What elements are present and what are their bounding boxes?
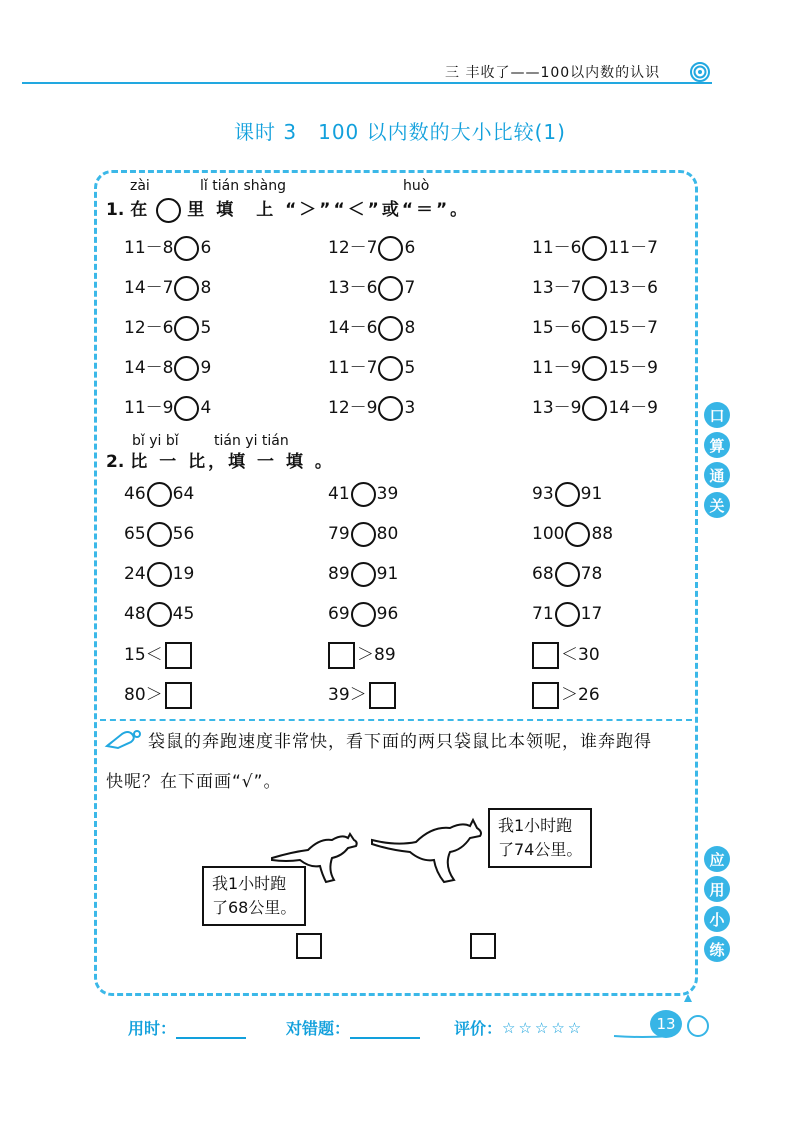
swirl-icon — [690, 62, 710, 82]
kangaroo-right-icon — [370, 816, 485, 886]
q1-right-expr: 8 — [404, 318, 416, 338]
q2-item — [124, 522, 194, 547]
answer-circle[interactable] — [174, 236, 199, 261]
q2-pinyin-a: bǐ yi bǐ — [132, 433, 179, 449]
q1-left-expr: 11－9 — [532, 358, 582, 378]
q1-number: 1. — [106, 200, 125, 220]
q1-item — [124, 396, 211, 421]
side-tab-bottom: 用 — [704, 876, 730, 902]
q1-item — [328, 316, 415, 341]
time-label: 用时： — [128, 1019, 177, 1038]
q2-right-number: 91 — [376, 564, 399, 584]
q2-left-number: 69 — [328, 604, 350, 624]
q1-item — [328, 396, 415, 421]
q1-right-expr: 15－9 — [608, 358, 658, 378]
q2-item — [328, 522, 398, 547]
q2-box-text: 80＞ — [124, 685, 163, 705]
q2-item — [532, 562, 602, 587]
q2-box-item — [124, 682, 192, 709]
q2-right-number: 17 — [580, 604, 603, 624]
q2-box-item — [532, 642, 600, 669]
errors-label: 对错题： — [286, 1019, 351, 1038]
q1-item — [124, 316, 211, 341]
q2-box-item — [328, 682, 396, 709]
q2-box-text: 15＜ — [124, 645, 163, 665]
side-tab-top: 通 — [704, 462, 730, 488]
q1-item — [532, 276, 658, 301]
page-number: 13 — [650, 1010, 682, 1038]
answer-box[interactable] — [165, 682, 192, 709]
q2-item — [124, 482, 194, 507]
answer-circle[interactable] — [582, 236, 607, 261]
answer-box[interactable] — [532, 682, 559, 709]
answer-circle[interactable] — [378, 316, 403, 341]
speech-bubble-right — [488, 808, 592, 868]
q1-instruction — [106, 198, 470, 223]
q1-right-expr: 3 — [404, 398, 416, 418]
q2-left-number: 100 — [532, 524, 565, 544]
q2-item — [532, 522, 613, 547]
q2-left-number: 46 — [124, 484, 146, 504]
q2-left-number: 65 — [124, 524, 146, 544]
pencil-icon — [104, 728, 144, 750]
q2-item — [532, 602, 602, 627]
section-divider — [100, 719, 692, 721]
q1-left-expr: 14－7 — [124, 278, 174, 298]
lesson-title: 课时 3 100 以内数的大小比较(1) — [234, 120, 566, 144]
q1-right-expr: 8 — [200, 278, 212, 298]
answer-box[interactable] — [328, 642, 355, 669]
q1-left-expr: 12－9 — [328, 398, 378, 418]
q1-left-expr: 11－7 — [328, 358, 378, 378]
answer-circle[interactable] — [147, 562, 172, 587]
q1-left-expr: 14－6 — [328, 318, 378, 338]
answer-circle[interactable] — [351, 562, 376, 587]
q1-right-expr: 5 — [404, 358, 416, 378]
q1-left-expr: 13－9 — [532, 398, 582, 418]
side-tab-bottom: 练 — [704, 936, 730, 962]
q2-item — [124, 602, 194, 627]
q2-box-text: ＞89 — [357, 645, 396, 665]
answer-box-left[interactable] — [296, 933, 322, 959]
side-tab-top: 算 — [704, 432, 730, 458]
chapter-header: 三 丰收了——100以内数的认识 — [445, 65, 661, 81]
rating-stars[interactable]: ☆☆☆☆☆ — [502, 1018, 585, 1037]
answer-circle[interactable] — [351, 602, 376, 627]
q2-right-number: 96 — [376, 604, 399, 624]
q1-left-expr: 14－8 — [124, 358, 174, 378]
side-tab-bottom: 小 — [704, 906, 730, 932]
q2-right-number: 91 — [580, 484, 603, 504]
answer-circle[interactable] — [351, 522, 376, 547]
side-tab-bottom: 应 — [704, 846, 730, 872]
q1-right-expr: 9 — [200, 358, 212, 378]
app-line-1: 袋鼠的奔跑速度非常快，看下面的两只袋鼠比本领呢，谁奔跑得 — [148, 732, 652, 752]
q1-right-expr: 6 — [200, 238, 212, 258]
q2-box-text: ＜30 — [561, 645, 600, 665]
answer-circle[interactable] — [555, 602, 580, 627]
answer-box[interactable] — [165, 642, 192, 669]
q2-left-number: 68 — [532, 564, 554, 584]
q2-right-number: 64 — [172, 484, 195, 504]
answer-circle[interactable] — [582, 356, 607, 381]
q1-right-expr: 4 — [200, 398, 212, 418]
bubble-left-line-1: 我1小时跑 — [212, 874, 287, 893]
q2-right-number: 80 — [376, 524, 399, 544]
time-blank[interactable] — [176, 1037, 246, 1039]
q1-pinyin-huo: huò — [403, 178, 430, 194]
q1-right-expr: 15－7 — [608, 318, 658, 338]
q1-right-expr: 13－6 — [608, 278, 658, 298]
q2-right-number: 45 — [172, 604, 195, 624]
q1-item — [328, 356, 415, 381]
q1-right-expr: 7 — [404, 278, 416, 298]
answer-circle[interactable] — [378, 236, 403, 261]
q2-left-number: 48 — [124, 604, 146, 624]
bubble-right-line-2: 了74公里。 — [498, 840, 583, 859]
q1-left-expr: 15－6 — [532, 318, 582, 338]
q2-number: 2. — [106, 452, 125, 472]
answer-circle[interactable] — [582, 276, 607, 301]
bubble-right-line-1: 我1小时跑 — [498, 816, 573, 835]
errors-blank[interactable] — [350, 1037, 420, 1039]
speech-bubble-left — [202, 866, 306, 926]
answer-circle[interactable] — [378, 276, 403, 301]
q2-instruction — [106, 454, 335, 471]
q2-box-text: 39＞ — [328, 685, 367, 705]
q2-item — [328, 602, 398, 627]
q1-item — [124, 236, 211, 261]
answer-box[interactable] — [369, 682, 396, 709]
q1-pinyin-zai: zài — [130, 178, 150, 194]
q1-left-expr: 11－6 — [532, 238, 582, 258]
q2-right-number: 78 — [580, 564, 603, 584]
answer-circle[interactable] — [147, 482, 172, 507]
footer-errors — [286, 1016, 420, 1039]
q1-item — [124, 356, 211, 381]
q1-left-expr: 13－6 — [328, 278, 378, 298]
q1-left-expr: 11－8 — [124, 238, 174, 258]
q2-item — [124, 562, 194, 587]
q2-right-number: 39 — [376, 484, 399, 504]
q2-left-number: 89 — [328, 564, 350, 584]
q2-box-item — [328, 642, 396, 669]
answer-circle[interactable] — [378, 356, 403, 381]
q2-text: 比 一 比，填 一 填 。 — [130, 452, 335, 472]
q2-box-item — [532, 682, 600, 709]
q1-left-expr: 11－9 — [124, 398, 174, 418]
side-tab-top: 口 — [704, 402, 730, 428]
q1-item — [124, 276, 211, 301]
q1-item — [532, 356, 658, 381]
answer-circle[interactable] — [582, 396, 607, 421]
answer-circle[interactable] — [351, 482, 376, 507]
q2-right-number: 56 — [172, 524, 195, 544]
q2-pinyin-b: tián yi tián — [214, 433, 289, 449]
app-line-2: 快呢？在下面画“√”。 — [106, 772, 282, 792]
q1-text-a: 在 — [130, 200, 151, 220]
rating-label: 评价： — [454, 1019, 503, 1038]
example-circle — [156, 198, 181, 223]
q1-right-expr: 14－9 — [608, 398, 658, 418]
q2-item — [328, 482, 398, 507]
q2-left-number: 93 — [532, 484, 554, 504]
q1-item — [328, 236, 415, 261]
q1-pinyin-litianshang: lǐ tián shàng — [200, 178, 287, 194]
answer-circle[interactable] — [378, 396, 403, 421]
answer-circle[interactable] — [565, 522, 590, 547]
answer-circle[interactable] — [147, 522, 172, 547]
answer-box-right[interactable] — [470, 933, 496, 959]
q1-left-expr: 12－6 — [124, 318, 174, 338]
answer-circle[interactable] — [555, 562, 580, 587]
q2-box-item — [124, 642, 192, 669]
answer-circle[interactable] — [582, 316, 607, 341]
q2-left-number: 41 — [328, 484, 350, 504]
q2-right-number: 19 — [172, 564, 195, 584]
q2-item — [532, 482, 602, 507]
answer-circle[interactable] — [555, 482, 580, 507]
q1-right-expr: 5 — [200, 318, 212, 338]
answer-circle[interactable] — [174, 316, 199, 341]
side-tab-top: 关 — [704, 492, 730, 518]
header-rule — [22, 82, 712, 84]
answer-circle[interactable] — [174, 276, 199, 301]
q1-item — [328, 276, 415, 301]
q1-right-expr: 6 — [404, 238, 416, 258]
q2-box-text: ＞26 — [561, 685, 600, 705]
q1-item — [532, 396, 658, 421]
q1-right-expr: 11－7 — [608, 238, 658, 258]
q1-text-b: 里 填 上 “＞”“＜”或“＝”。 — [187, 200, 471, 220]
answer-box[interactable] — [532, 642, 559, 669]
q2-item — [328, 562, 398, 587]
q1-item — [532, 316, 658, 341]
answer-circle[interactable] — [174, 356, 199, 381]
q1-item — [532, 236, 658, 261]
q1-left-expr: 13－7 — [532, 278, 582, 298]
answer-circle[interactable] — [147, 602, 172, 627]
q2-left-number: 71 — [532, 604, 554, 624]
bubble-left-line-2: 了68公里。 — [212, 898, 297, 917]
q1-left-expr: 12－7 — [328, 238, 378, 258]
q2-left-number: 24 — [124, 564, 146, 584]
footer-rating — [454, 1016, 584, 1039]
q2-left-number: 79 — [328, 524, 350, 544]
answer-circle[interactable] — [174, 396, 199, 421]
footer-time — [128, 1016, 246, 1039]
q2-right-number: 88 — [591, 524, 614, 544]
